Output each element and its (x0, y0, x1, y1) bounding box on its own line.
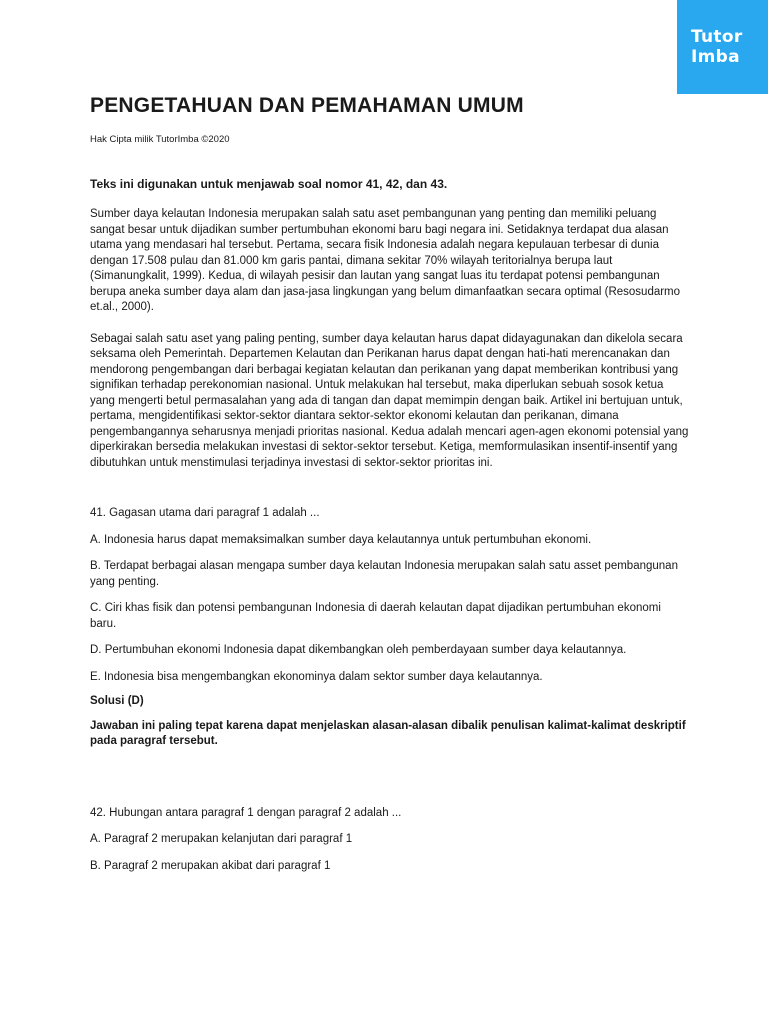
logo-line-1: Tutor (691, 27, 743, 47)
q42-option-a: A. Paragraf 2 merupakan kelanjutan dari paragraf 1 (90, 833, 353, 845)
q41-option-d: D. Pertumbuhan ekonomi Indonesia dapat dikembangkan oleh pemberdayaan sumber daya kelautannya. (90, 644, 627, 656)
q42-option-b: B. Paragraf 2 merupakan akibat dari paragraf 1 (90, 859, 331, 872)
q41-option-a: A. Indonesia harus dapat memaksimalkan sumber daya kelautannya untuk pertumbuhan ekonomi. (90, 533, 592, 546)
question-42: 42. Hubungan antara paragraf 1 dengan paragraf 2 adalah ... (90, 806, 402, 819)
intro-instruction: Teks ini digunakan untuk menjawab soal nomor 41, 42, dan 43. (90, 177, 448, 191)
copyright-notice: Hak Cipta milik TutorImba ©2020 (90, 134, 230, 145)
q41-option-c: C. Ciri khas fisik dan potensi pembangunan Indonesia di daerah kelautan dapat dijadikan pertumbuhan ekonomi baru. (90, 602, 661, 630)
document-content (90, 93, 690, 874)
tutorimba-logo (677, 0, 768, 94)
q41-solution-label: Solusi (D) (90, 695, 144, 707)
page-title: PENGETAHUAN DAN PEMAHAMAN UMUM (90, 94, 524, 117)
reading-paragraph-2: Sebagai salah satu aset yang paling penting, sumber daya kelautan harus dapat didayagunakan dan dikelola secara seksama oleh Pemerintah. Departemen Kelautan dan Perikanan harus dapat dengan hati-hati merencanakan dan mendorong pengembangan dari berbagai kegiatan kelautan dan perikanan yang dapat memberikan kontribusi yang signifikan terhadap perekonomian nasional. Untuk melakukan hal tersebut, maka diperlukan sebuah sosok ketua yang mengerti betul permasalahan yang ada di tangan dan dapat memimpin dengan baik. Artikel ini bertujuan untuk, pertama, mengidentifikasi sektor-sektor diantara sektor-sektor ekonomi kelautan dan perikanan, dimana pengembangannya seharusnya menjadi prioritas nasional. Kedua adalah mencari agen-agen ekonomi potensial yang diperkirakan bersedia melakukan investasi di sektor-sektor tersebut. Ketiga, memformulasikan insentif-insentif yang dibutuhkan untuk menstimulasi terjadinya investasi di sektor-sektor prioritas ini. (90, 332, 689, 469)
question-41: 41. Gagasan utama dari paragraf 1 adalah ... (90, 507, 320, 519)
logo-line-2: Imba (691, 47, 740, 67)
q41-option-e: E. Indonesia bisa mengembangkan ekonominya dalam sektor sumber daya kelautannya. (90, 670, 543, 683)
q41-option-b: B. Terdapat berbagai alasan mengapa sumber daya kelautan Indonesia merupakan salah satu asset pembangunan yang penting. (90, 560, 678, 588)
reading-paragraph-1: Sumber daya kelautan Indonesia merupakan salah satu aset pembangunan yang penting dan memiliki peluang sangat besar untuk dijadikan sumber pertumbuhan ekonomi baru bagi negara ini. Setidaknya terdapat dua alasan utama yang mendasari hal tersebut. Pertama, secara fisik Indonesia adalah negara kepulauan terbesar di dunia dengan 17.508 pulau dan 81.000 km garis pantai, dimana sekitar 70% wilayah teritorialnya berupa laut (Simanungkalit, 1999). Kedua, di wilayah pesisir dan lautan yang sangat luas itu terdapat potensi pembangunan berupa aneka sumber daya alam dan jasa-jasa lingkungan yang belum dimanfaatkan secara optimal (Resosudarmo et.al., 2000). (90, 208, 681, 313)
q41-solution-explanation: Jawaban ini paling tepat karena dapat menjelaskan alasan-alasan dibalik penulisan kalimat-kalimat deskriptif pada paragraf tersebut. (90, 719, 686, 747)
